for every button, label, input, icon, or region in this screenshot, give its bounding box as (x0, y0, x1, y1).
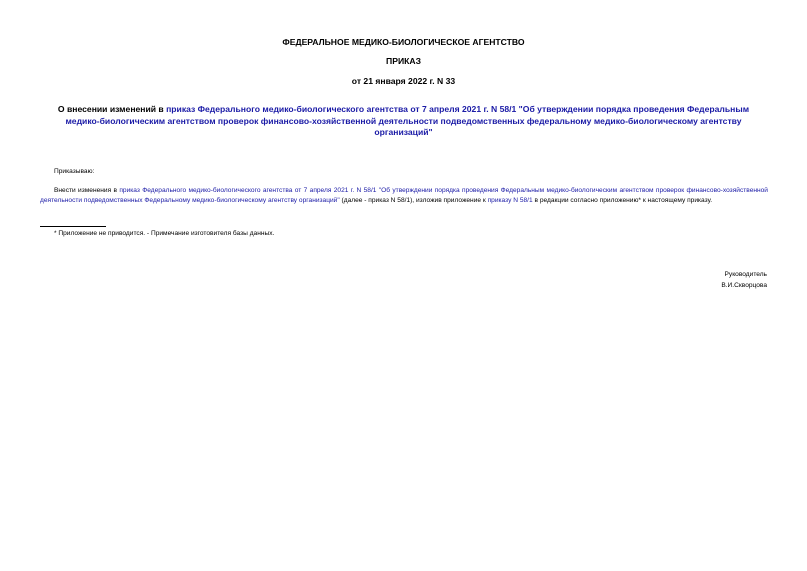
signature-block (721, 270, 767, 291)
document-type: ПРИКАЗ (386, 56, 421, 66)
footnote-divider (40, 226, 106, 227)
para-prefix: Внести изменения в (54, 187, 120, 194)
document-title (40, 104, 767, 139)
signatory-position: Руководитель (724, 271, 767, 278)
main-paragraph (40, 186, 768, 205)
order-58-1-short-link[interactable]: приказу N 58/1 (487, 196, 533, 204)
title-order-link[interactable]: приказ Федерального медико-биологического агентства от 7 апреля 2021 г. N 58/1 "Об утверждении порядка проведения Федеральным медико-биологическим агентством проверок финансово-хозяйственной деятельности подведомственных федеральному медико-биологическому агентству организаций" (65, 104, 750, 137)
order-58-1-link[interactable]: приказ Федерального медико-биологического агентства от 7 апреля 2021 г. N 58/1 "Об утверждении порядка проведения Федеральным медико-биологическим агентством проверок финансово-хозяйственной деятельности подведомственных Федеральному медико-биологическому агентству организаций" (40, 187, 768, 204)
document-date: от 21 января 2022 г. N 33 (351, 76, 456, 86)
signatory-name: В.И.Скворцова (721, 281, 767, 289)
preamble-text: Приказываю: (54, 168, 95, 175)
para-middle: (далее - приказ N 58/1), изложив приложение к (339, 196, 488, 204)
para-suffix: в редакции согласно приложению* к настоящему приказу. (532, 196, 713, 204)
footnote-text: * Приложение не приводится. - Примечание изготовителя базы данных. (54, 230, 275, 237)
agency-name: ФЕДЕРАЛЬНОЕ МЕДИКО-БИОЛОГИЧЕСКОЕ АГЕНТСТВО (282, 37, 525, 47)
title-prefix: О внесении изменений в (57, 104, 167, 114)
